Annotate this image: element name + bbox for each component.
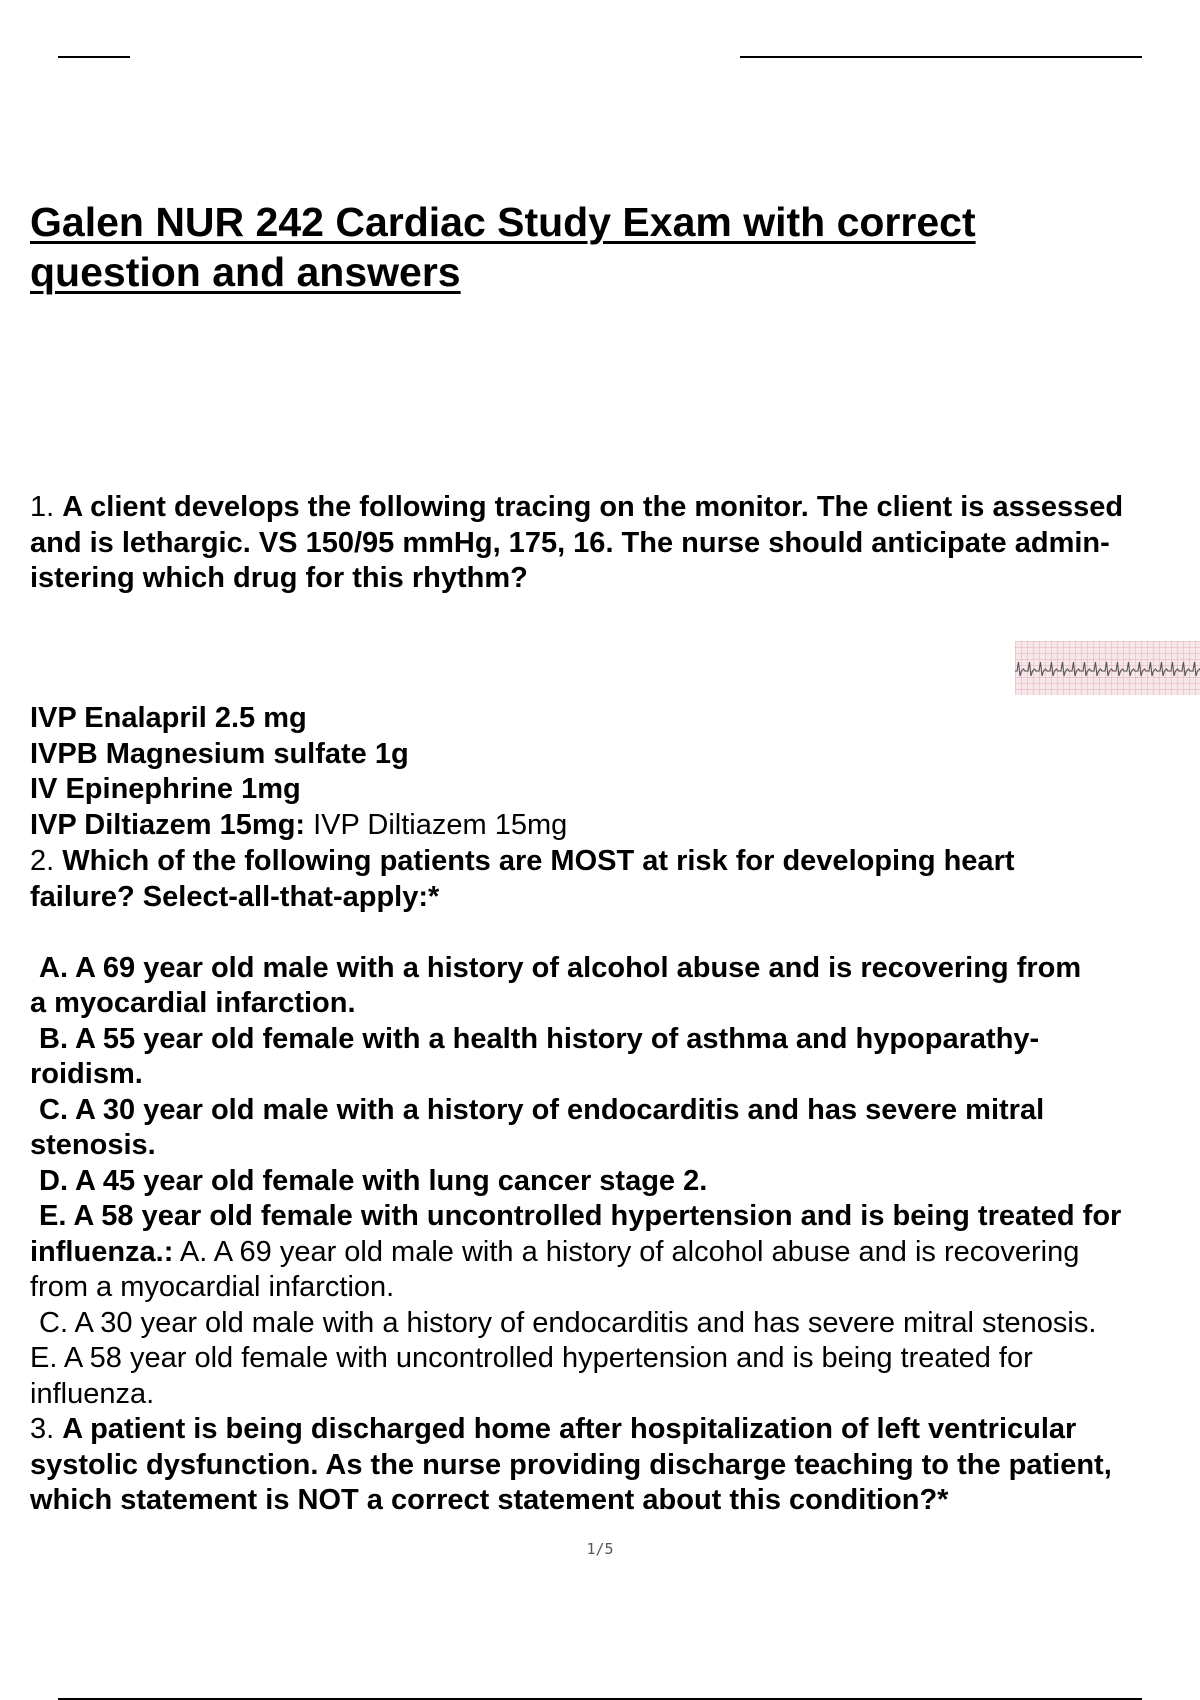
question-2-line-1	[30, 844, 1200, 880]
question-1-option-4: IVP Diltiazem 15mg:	[30, 808, 306, 841]
question-2-choice-a-2: a myocardial infarction.	[30, 987, 356, 1019]
question-3-number: 3.	[30, 1413, 55, 1445]
question-2-choice-e-1: E. A 58 year old female with uncontrolled hypertension and is being treated for	[39, 1200, 1122, 1232]
title-line-1: Galen NUR 242 Cardiac Study Exam with correct	[30, 199, 976, 245]
page-number: 1/5	[586, 1540, 614, 1558]
title-line-2: question and answers	[30, 249, 461, 295]
question-2-choice-e-2: influenza.:	[30, 1235, 174, 1268]
question-2	[30, 844, 1200, 1519]
question-3-text-2: systolic dysfunction. As the nurse providing discharge teaching to the patient,	[30, 1448, 1112, 1481]
ecg-tracing-image	[1015, 641, 1200, 695]
question-2-answer-4: E. A 58 year old female with uncontrolled hypertension and is being treated for	[30, 1342, 1033, 1374]
question-1-option-3: IV Epinephrine 1mg	[30, 773, 301, 805]
document-title	[30, 197, 1130, 297]
question-1-text-1: A client develops the following tracing on the monitor. The client is assessed	[62, 491, 1124, 523]
question-3-line-1	[30, 1412, 1200, 1448]
question-1-option-4-with-answer	[30, 808, 1200, 844]
question-2-number: 2.	[30, 845, 55, 877]
question-1-options	[30, 701, 1200, 843]
question-2-answer-1: A. A 69 year old male with a history of alcohol abuse and is recovering	[179, 1235, 1080, 1268]
question-1-option-2: IVPB Magnesium sulfate 1g	[30, 737, 409, 770]
question-2-choice-d-1: D. A 45 year old female with lung cancer stage 2.	[39, 1164, 708, 1197]
header-rule-right	[740, 56, 1142, 58]
question-2-text-1: Which of the following patients are MOST at risk for developing heart	[62, 845, 1015, 877]
question-1-option-1: IVP Enalapril 2.5 mg	[30, 702, 307, 734]
question-1-number: 1.	[30, 491, 55, 523]
question-1	[30, 490, 1200, 597]
question-2-choice-b-2: roidism.	[30, 1058, 143, 1090]
question-1-answer: IVP Diltiazem 15mg	[313, 808, 568, 841]
question-2-choice-b-1: B. A 55 year old female with a health history of asthma and hypoparathy-	[39, 1022, 1040, 1055]
question-2-choice-c-1: C. A 30 year old male with a history of endocarditis and has severe mitral	[39, 1093, 1045, 1126]
header-rule-left	[58, 56, 130, 58]
question-3-text-1: A patient is being discharged home after hospitalization of left ventricular	[62, 1413, 1077, 1445]
question-2-answer-2: from a myocardial infarction.	[30, 1271, 395, 1303]
question-2-answer-5: influenza.	[30, 1377, 155, 1410]
question-2-answer-3: C. A 30 year old male with a history of endocarditis and has severe mitral stenosis.	[39, 1306, 1097, 1339]
question-1-line-1	[30, 490, 1200, 526]
question-1-text-2: and is lethargic. VS 150/95 mmHg, 175, 16. The nurse should anticipate admin-	[30, 526, 1110, 559]
question-2-choice-a-1: A. A 69 year old male with a history of alcohol abuse and is recovering from	[39, 951, 1082, 984]
question-2-text-2: failure? Select-all-that-apply:*	[30, 880, 440, 913]
question-1-text-3: istering which drug for this rhythm?	[30, 562, 528, 594]
blank-line	[30, 915, 1200, 951]
ecg-waveform-icon	[1015, 641, 1200, 695]
question-2-choice-c-2: stenosis.	[30, 1129, 156, 1161]
question-2-choice-e-tail-with-answer	[30, 1235, 1200, 1271]
question-3-text-3: which statement is NOT a correct statement about this condition?*	[30, 1484, 949, 1516]
